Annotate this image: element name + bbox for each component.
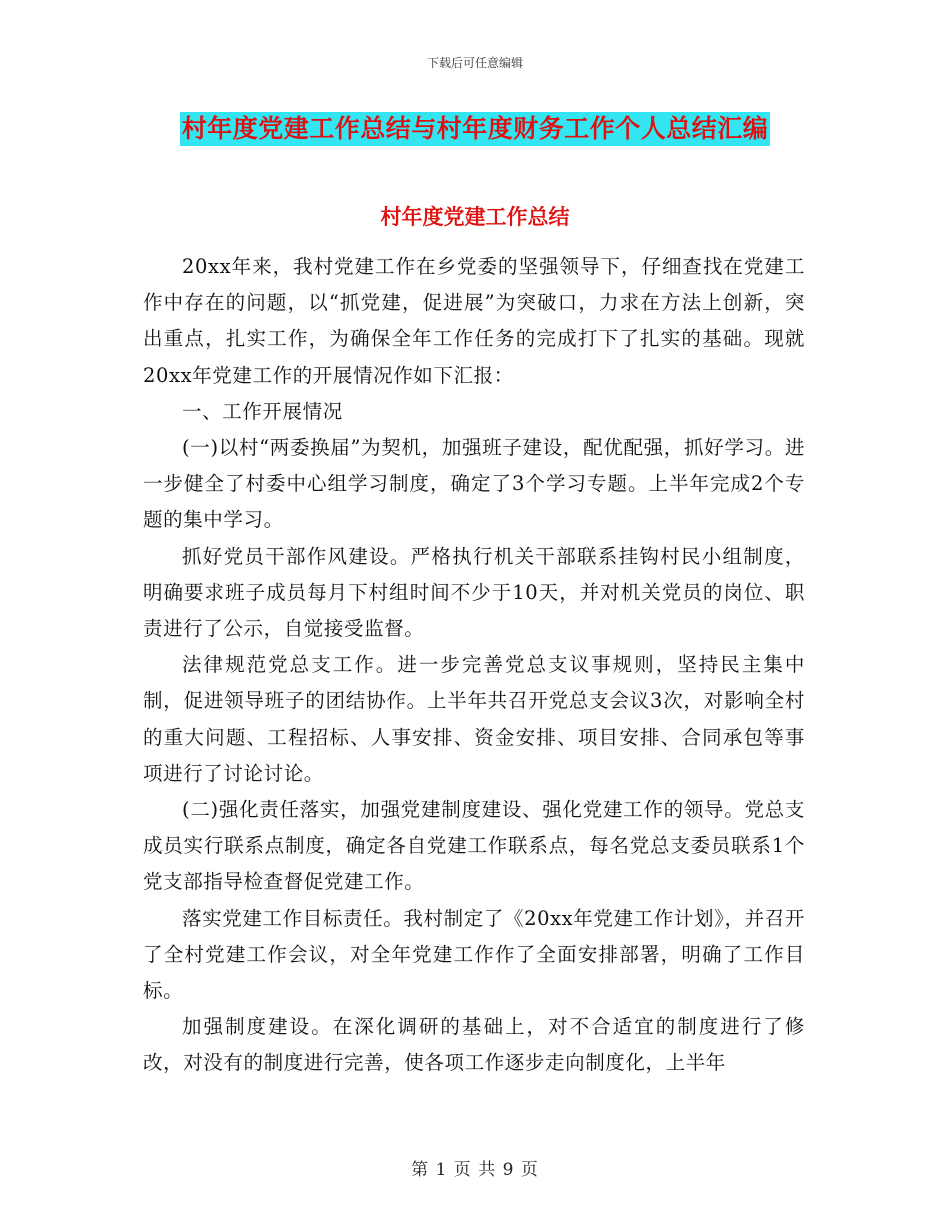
paragraph-system-building: 加强制度建设。在深化调研的基础上，对不合适宜的制度进行了修改，对没有的制度进行完善，使各项工作逐步走向制度化，上半年 bbox=[143, 1015, 805, 1075]
header-note: 下载后可任意编辑 bbox=[426, 56, 523, 70]
heading-work-status: 一、工作开展情况 bbox=[182, 399, 343, 423]
body-text bbox=[143, 249, 805, 1082]
paragraph-work-style: 抓好党员干部作风建设。严格执行机关干部联系挂钩村民小组制度，明确要求班子成员每月下村组时间不少于10天，并对机关党员的岗位、职责进行了公示，自觉接受监督。 bbox=[143, 544, 805, 641]
paragraph-branch-rules: 法律规范党总支工作。进一步完善党总支议事规则，坚持民主集中制，促进领导班子的团结协作。上半年共召开党总支会议3次，对影响全村的重大问题、工程招标、人事安排、资金安排、项目安排、合同承包等事项进行了讨论讨论。 bbox=[143, 653, 805, 785]
paragraph-responsibility: (二)强化责任落实，加强党建制度建设、强化党建工作的领导。党总支成员实行联系点制度，确定各自党建工作联系点，每名党总支委员联系1个党支部指导检查督促党建工作。 bbox=[143, 798, 805, 894]
paragraph-team-building: (一)以村“两委换届”为契机，加强班子建设，配优配强，抓好学习。进一步健全了村委中心组学习制度，确定了3个学习专题。上半年完成2个专题的集中学习。 bbox=[143, 436, 805, 532]
paragraph-intro: 20xx年来，我村党建工作在乡党委的坚强领导下，仔细查找在党建工作中存在的问题，以“抓党建，促进展”为突破口，力求在方法上创新，突出重点，扎实工作，为确保全年工作任务的完成打下了扎实的基础。现就20xx年党建工作的开展情况作如下汇报： bbox=[143, 255, 805, 387]
main-title-container bbox=[0, 112, 950, 146]
page-footer: 第 1 页 共 9 页 bbox=[411, 1160, 539, 1180]
section-title: 村年度党建工作总结 bbox=[380, 204, 570, 229]
paragraph-target-responsibility: 落实党建工作目标责任。我村制定了《20xx年党建工作计划》，并召开了全村党建工作会议，对全年党建工作作了全面安排部署，明确了工作目标。 bbox=[143, 906, 805, 1003]
main-title: 村年度党建工作总结与村年度财务工作个人总结汇编 bbox=[180, 112, 771, 146]
